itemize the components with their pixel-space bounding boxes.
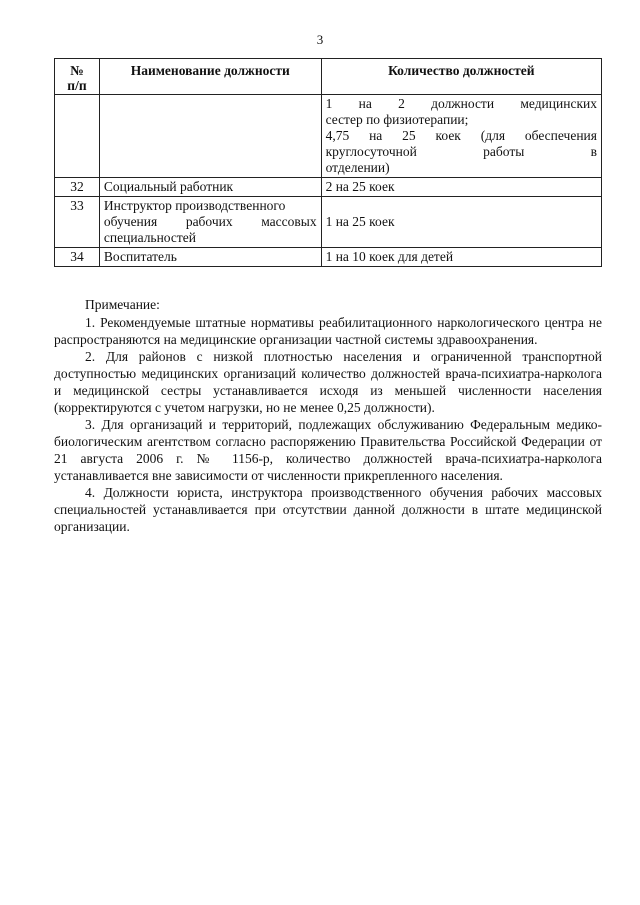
table-header-row (55, 59, 602, 95)
cell-position-count: 2 на 25 коек (321, 178, 601, 197)
cell-position-name: Воспитатель (99, 248, 321, 267)
name-line: обучения рабочих массовых (103, 214, 317, 229)
cell-position-count: 1 на 10 коек для детей (321, 248, 601, 267)
cell-number: 33 (55, 197, 100, 248)
qty-line: 1 на 2 должности медицинских (325, 96, 597, 111)
cell-position-count: 1 на 25 коек (321, 197, 601, 248)
cell-position-count (321, 95, 601, 178)
table-row (55, 248, 602, 267)
note-item: 1. Рекомендуемые штатные нормативы реабилитационного наркологического центра не распространяются на медицинские организации частной системы здравоохранения. (54, 315, 602, 347)
note-item: 4. Должности юриста, инструктора производственного обучения рабочих массовых специальностей устанавливается при отсутствии данной должности в штате медицинской организации. (54, 485, 602, 534)
header-number: № п/п (55, 59, 100, 95)
staff-positions-table (54, 58, 602, 267)
note-item: 2. Для районов с низкой плотностью населения и ограниченной транспортной доступностью медицинских организаций количество должностей врача-психиатра-нарколога и медицинской сестры устанавливается исходя из меньшей численности населения (корректируются с учетом нагрузки, но не менее 0,25 должности). (54, 349, 602, 415)
cell-number: 32 (55, 178, 100, 197)
cell-position-name (99, 95, 321, 178)
table-row (55, 178, 602, 197)
qty-line: 4,75 на 25 коек (для обеспечения (325, 128, 597, 143)
table-row-continuation (55, 95, 602, 178)
note-item: 3. Для организаций и территорий, подлежащих обслуживанию Федеральным медико-биологическим агентством согласно распоряжению Правительства Российской Федерации от 21 августа 2006 г. № 1156-р, количество должностей врача-психиатра-нарколога устанавливается вне зависимости от численности прикрепленного населения. (54, 417, 602, 483)
name-line: специальностей (103, 230, 197, 245)
header-position-count: Количество должностей (321, 59, 601, 95)
note-title: Примечание: (85, 297, 160, 312)
cell-number: 34 (55, 248, 100, 267)
qty-line: отделении) (325, 160, 390, 175)
note-section (54, 296, 602, 535)
page-number: 3 (316, 32, 324, 47)
qty-line: круглосуточной работы в (325, 144, 597, 159)
cell-number (55, 95, 100, 178)
cell-position-name (99, 197, 321, 248)
name-line: Инструктор производственного (103, 198, 286, 213)
cell-position-name: Социальный работник (99, 178, 321, 197)
header-position-name: Наименование должности (99, 59, 321, 95)
qty-line: сестер по физиотерапии; (325, 112, 469, 127)
table-row (55, 197, 602, 248)
